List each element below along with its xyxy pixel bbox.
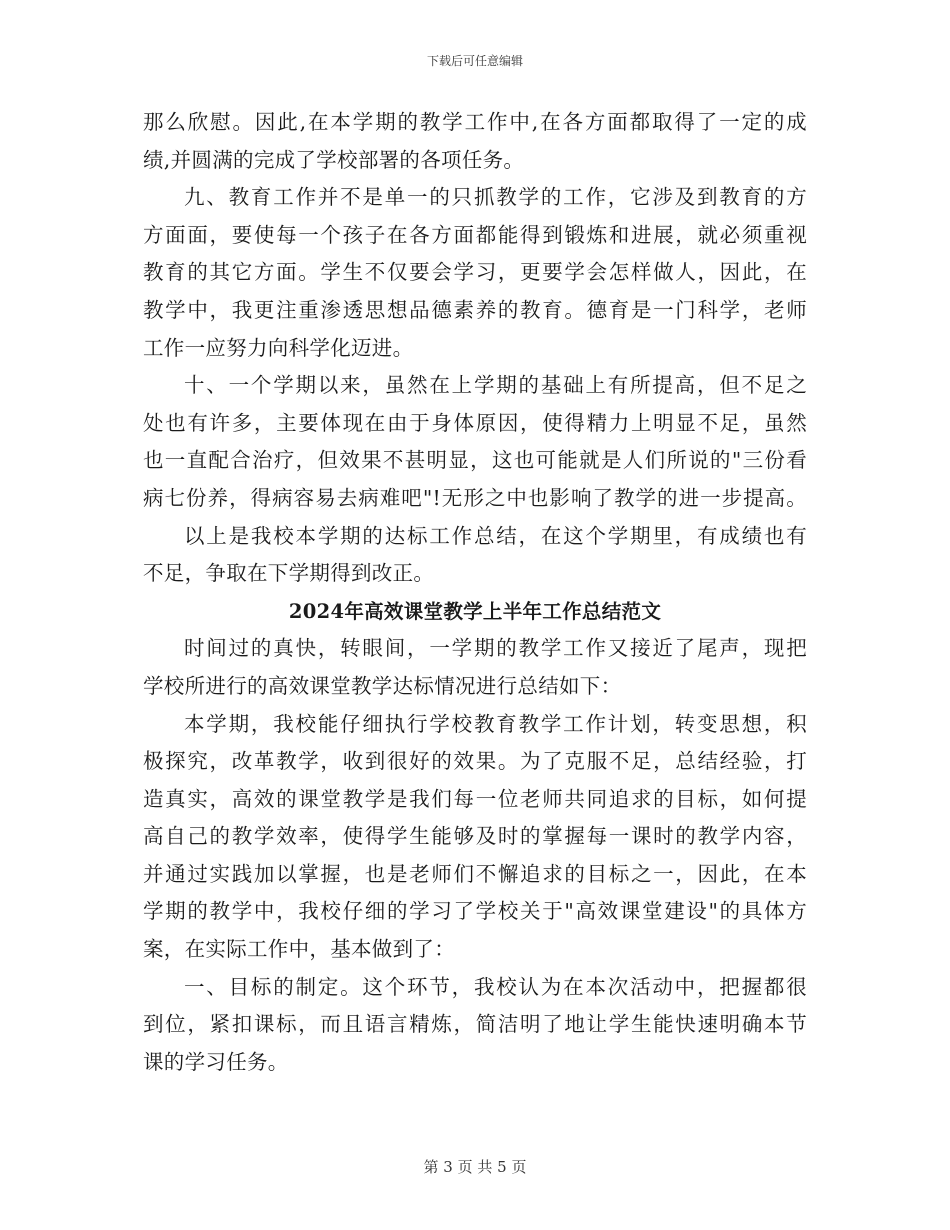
text-line: 一、目标的制定。这个环节，我校认为在本次活动中，把握都很 xyxy=(184,974,807,999)
text-line: 九、教育工作并不是单一的只抓教学的工作，它涉及到教育的方 xyxy=(184,185,807,210)
text-line: 不足，争取在下学期得到改正。 xyxy=(143,561,435,586)
text-line: 造真实，高效的课堂教学是我们每一位老师共同追求的目标，如何提 xyxy=(143,786,807,811)
section-heading: 2024年高效课堂教学上半年工作总结范文 xyxy=(288,599,662,623)
text-line: 也一直配合治疗，但效果不甚明显，这也可能就是人们所说的"三份看 xyxy=(143,448,807,473)
text-line: 那么欣慰。因此,在本学期的教学工作中,在各方面都取得了一定的成 xyxy=(143,110,807,134)
text-line: 十、一个学期以来，虽然在上学期的基础上有所提高，但不足之 xyxy=(184,373,807,398)
page-header: 下载后可任意编辑 xyxy=(426,54,523,68)
text-line: 本学期，我校能仔细执行学校教育教学工作计划，转变思想，积 xyxy=(184,711,807,736)
text-line: 到位，紧扣课标，而且语言精炼，简洁明了地让学生能快速明确本节 xyxy=(143,1012,807,1037)
text-line: 病七份养，得病容易去病难吧"!无形之中也影响了教学的进一步提高。 xyxy=(143,485,807,510)
page-number: 第 3 页 共 5 页 xyxy=(423,1158,527,1176)
document-body xyxy=(143,104,807,1081)
text-line: 教育的其它方面。学生不仅要会学习，更要学会怎样做人，因此，在 xyxy=(143,260,807,285)
text-line: 学期的教学中，我校仔细的学习了学校关于"高效课堂建设"的具体方 xyxy=(143,899,807,924)
text-line: 极探究，改革教学，收到很好的效果。为了克服不足，总结经验，打 xyxy=(143,749,807,774)
text-line: 高自己的教学效率，使得学生能够及时的掌握每一课时的教学内容， xyxy=(143,824,807,849)
text-line: 时间过的真快，转眼间，一学期的教学工作又接近了尾声，现把 xyxy=(184,636,807,661)
text-line: 以上是我校本学期的达标工作总结，在这个学期里，有成绩也有 xyxy=(184,523,807,548)
text-line: 案，在实际工作中，基本做到了： xyxy=(143,937,455,962)
text-line: 并通过实践加以掌握，也是老师们不懈追求的目标之一，因此，在本 xyxy=(143,861,807,886)
text-line: 教学中，我更注重渗透思想品德素养的教育。德育是一门科学，老师 xyxy=(143,297,807,322)
text-line: 处也有许多，主要体现在由于身体原因，使得精力上明显不足，虽然 xyxy=(143,410,807,435)
text-line: 课的学习任务。 xyxy=(143,1049,289,1074)
text-line: 工作一应努力向科学化迈进。 xyxy=(143,335,414,360)
text-line: 绩,并圆满的完成了学校部署的各项任务。 xyxy=(143,147,525,172)
text-line: 方面面，要使每一个孩子在各方面都能得到锻炼和进展，就必须重视 xyxy=(143,222,807,247)
text-line: 学校所进行的高效课堂教学达标情况进行总结如下： xyxy=(143,673,622,698)
